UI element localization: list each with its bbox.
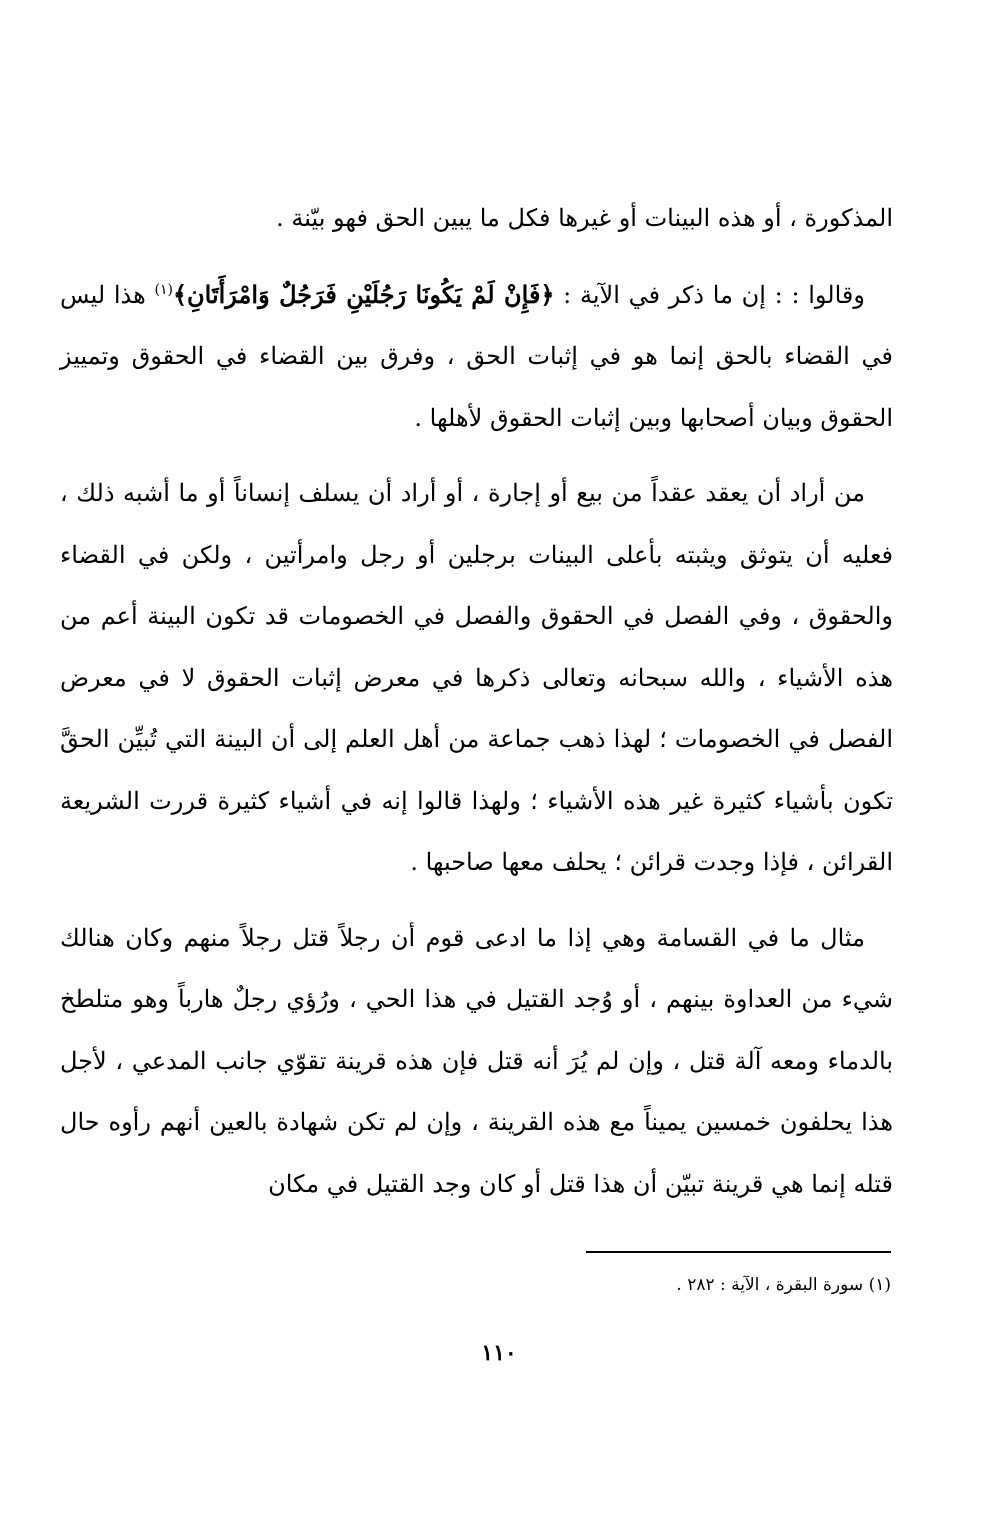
paragraph-2-intro: وقالوا : : إن ما ذكر في الآية :	[554, 280, 865, 309]
paragraph-4: مثال ما في القسامة وهي إذا ما ادعى قوم أن رجلاً قتل رجلاً منهم وكان هنالك شيء من العداوة بينهم ، أو وُجد القتيل في هذا الحي ، ورُؤي رجلٌ هارباً وهو متلطخ بالدماء ومعه آلة قتل ، وإن لم يُرَ أنه قتل فإن هذه قرينة تقوّي جانب المدعي ، لأجل هذا يحلفون خمسين يميناً مع هذه القرينة ، وإن لم تكن شهادة بالعين أنهم رأوه حال قتله إنما هي قرينة تبيّن أن هذا قتل أو كان وجد القتيل في مكان	[60, 923, 893, 1198]
footnote-divider	[586, 1251, 891, 1253]
paragraph-3: من أراد أن يعقد عقداً من بيع أو إجارة ، أو أراد أن يسلف إنساناً أو ما أشبه ذلك ، فعليه أن يتوثق ويثبته بأعلى البينات برجلين أو رجل وامرأتين ، ولكن في القضاء والحقوق ، وفي الفصل في الحقوق والفصل في الخصومات قد تكون البينة أعم من هذه الأشياء ، والله سبحانه وتعالى ذكرها في معرض إثبات الحقوق لا في معرض الفصل في الخصومات ؛ لهذا ذهب جماعة من أهل العلم إلى أن البينة التي تُبيِّن الحقَّ تكون بأشياء كثيرة غير هذه الأشياء ؛ ولهذا قالوا إنه في أشياء كثيرة قررت الشريعة القرائن ، فإذا وجدت قرائن ؛ يحلف معها صاحبها .	[60, 479, 894, 876]
page-number: ١١٠	[481, 1340, 517, 1366]
footnote: (١) سورة البقرة ، الآية : ٢٨٢ .	[676, 1275, 891, 1295]
paragraph-1: المذكورة ، أو هذه البينات أو غيرها فكل ما يبين الحق فهو بيّنة .	[276, 204, 893, 232]
paragraph-2	[60, 264, 893, 450]
footnote-reference: (١)	[154, 281, 173, 298]
quran-verse: ﴿فَإِنْ لَمْ يَكُونَا رَجُلَيْنِ فَرَجُلٌ وَامْرَأَتَانِ﴾	[172, 279, 555, 309]
page-body	[60, 188, 893, 1229]
paragraph-2-rest: هذا ليس في القضاء بالحق إنما هو في إثبات الحق ، وفرق بين القضاء في الحقوق وتمييز الحقوق وبيان أصحابها وبين إثبات الحقوق لأهلها .	[60, 280, 893, 432]
